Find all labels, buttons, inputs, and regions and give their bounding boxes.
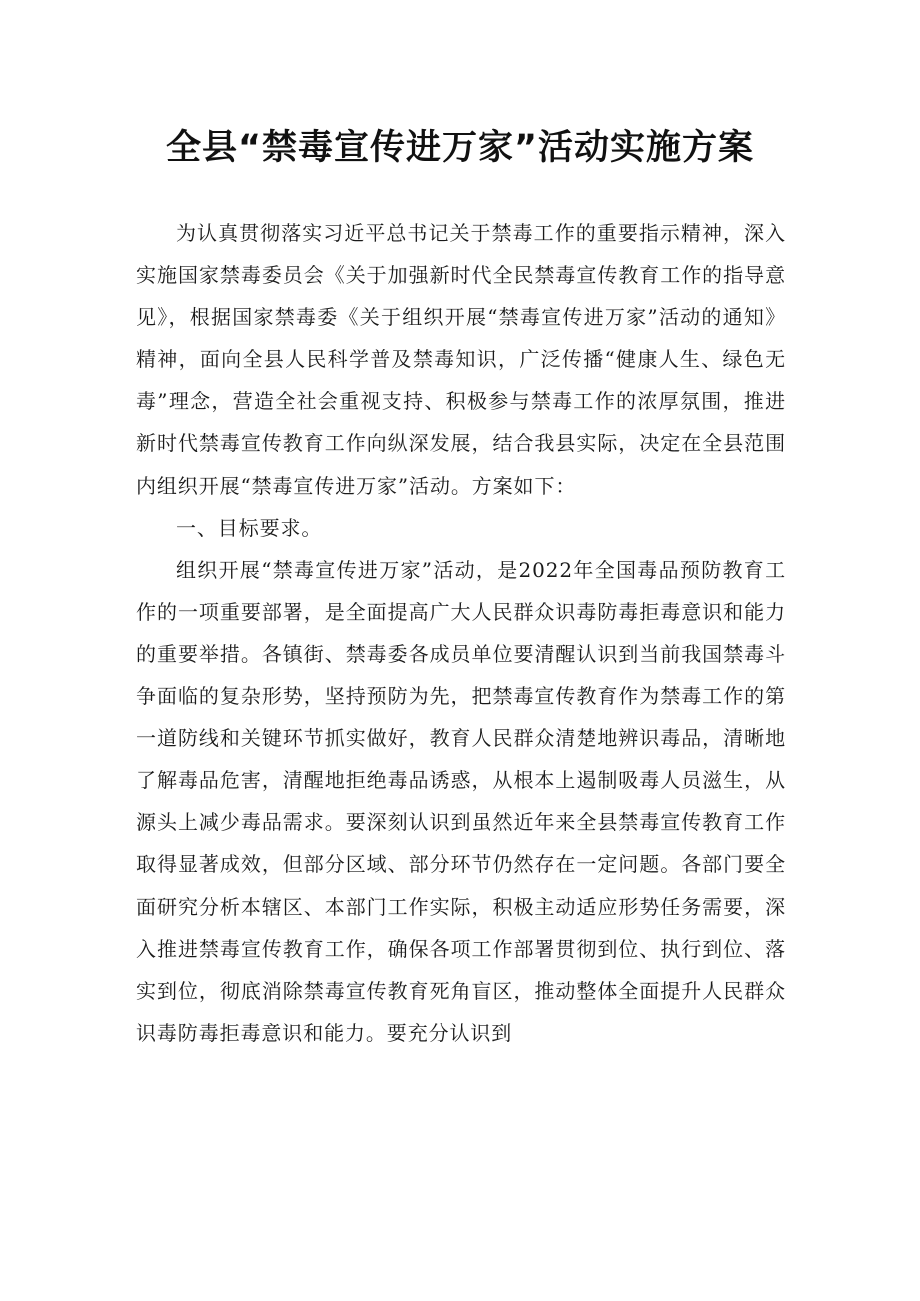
paragraph-goals: 组织开展“禁毒宣传进万家”活动，是2022年全国毒品预防教育工作的一项重要部署，是全面提高广大人民群众识毒防毒拒毒意识和能力的重要举措。各镇街、禁毒委各成员单位要清醒认识到当前我国禁毒斗争面临的复杂形势，坚持预防为先，把禁毒宣传教育作为禁毒工作的第一道防线和关键环节抓实做好，教育人民群众清楚地辨识毒品，清晰地了解毒品危害，清醒地拒绝毒品诱惑，从根本上遏制吸毒人员滋生，从源头上减少毒品需求。要深刻认识到虽然近年来全县禁毒宣传教育工作取得显著成效，但部分区域、部分环节仍然存在一定问题。各部门要全面研究分析本辖区、本部门工作实际，积极主动适应形势任务需要，深入推进禁毒宣传教育工作，确保各项工作部署贯彻到位、执行到位、落实到位，彻底消除禁毒宣传教育死角盲区，推动整体全面提升人民群众识毒防毒拒毒意识和能力。要充分认识到: [136, 557, 786, 1045]
document-title: 全县“禁毒宣传进万家”活动实施方案: [165, 128, 754, 168]
document-body: [136, 212, 786, 1054]
paragraph-intro: 为认真贯彻落实习近平总书记关于禁毒工作的重要指示精神，深入实施国家禁毒委员会《关于加强新时代全民禁毒宣传教育工作的指导意见》，根据国家禁毒委《关于组织开展“禁毒宣传进万家”活动的通知》精神，面向全县人民科学普及禁毒知识，广泛传播“健康人生、绿色无毒”理念，营造全社会重视支持、积极参与禁毒工作的浓厚氛围，推进新时代禁毒宣传教育工作向纵深发展，结合我县实际，决定在全县范围内组织开展“禁毒宣传进万家”活动。方案如下：: [136, 221, 786, 498]
section-heading-goals: 一、目标要求。: [176, 515, 323, 540]
